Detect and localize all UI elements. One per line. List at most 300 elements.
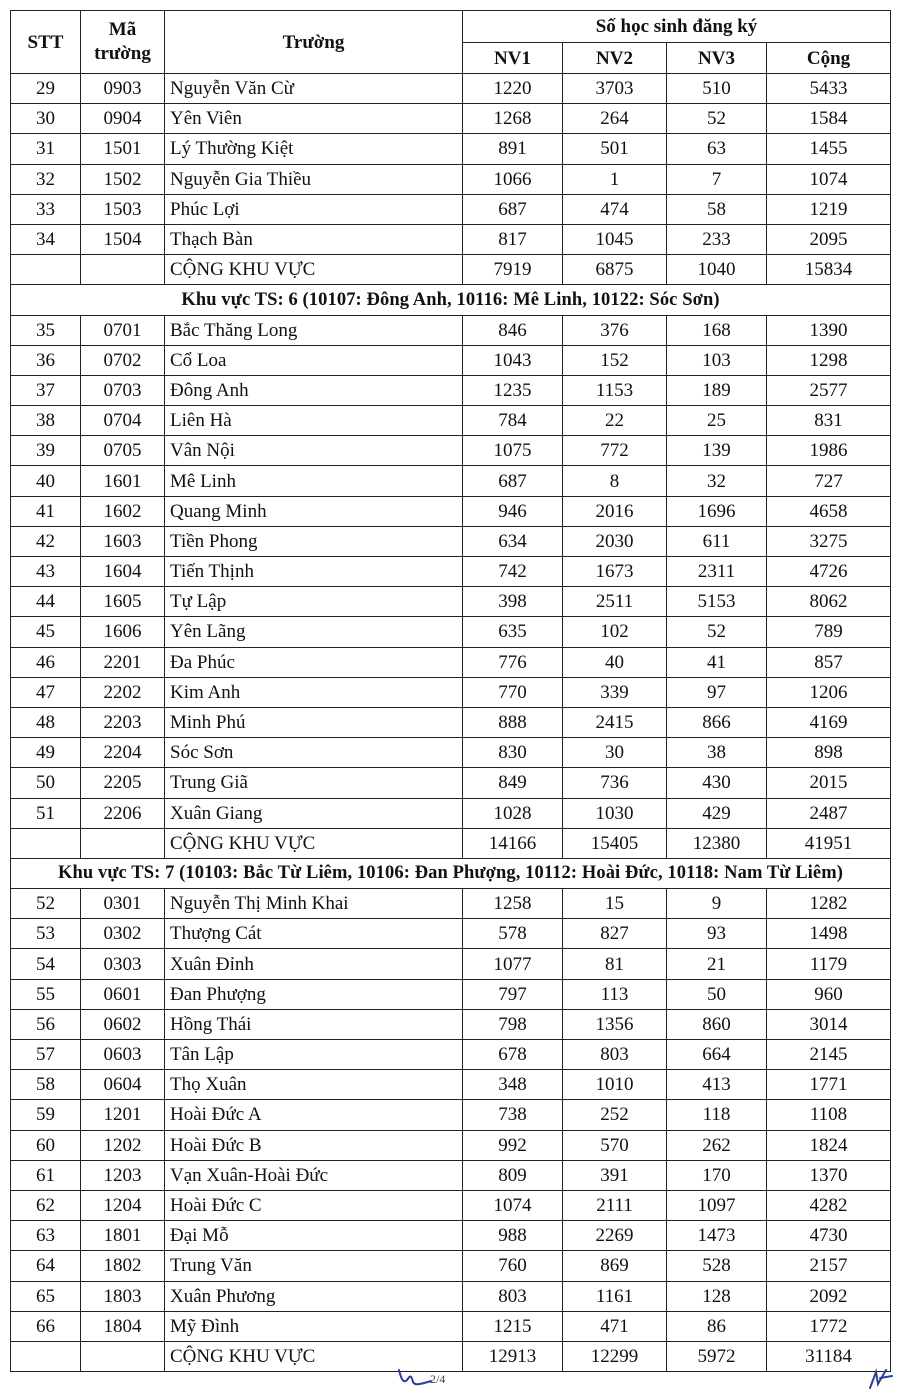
header-ma-truong-line2: trường [94,43,151,64]
cell-nv1: 891 [463,134,563,164]
cell-stt: 32 [11,164,81,194]
cell-cong: 2157 [767,1251,891,1281]
cell-ma-truong: 2204 [81,738,165,768]
page-footer [0,1366,900,1391]
cell-nv3: 528 [667,1251,767,1281]
cell-truong: Xuân Phương [165,1281,463,1311]
cell-nv2: 2511 [563,587,667,617]
cell-stt: 65 [11,1281,81,1311]
cell-nv3: 664 [667,1040,767,1070]
table-row [11,919,891,949]
cell-nv1: 770 [463,677,563,707]
cell-truong: Mỹ Đình [165,1311,463,1341]
cell-ma-truong: 0705 [81,436,165,466]
table-row [11,587,891,617]
cell-stt: 47 [11,677,81,707]
cell-nv3: 41 [667,647,767,677]
cell-nv1: 348 [463,1070,563,1100]
table-row [11,1221,891,1251]
cell-truong: Trung Văn [165,1251,463,1281]
cell-ma-truong: 0704 [81,406,165,436]
cell-stt: 57 [11,1040,81,1070]
header-nv1: NV1 [463,43,563,74]
total-nv1: 12913 [463,1341,563,1371]
table-row [11,798,891,828]
cell-nv1: 803 [463,1281,563,1311]
cell-truong: Hoài Đức A [165,1100,463,1130]
table-body [11,74,891,1372]
cell-cong: 1108 [767,1100,891,1130]
header-stt: STT [11,11,81,74]
cell-cong: 5433 [767,74,891,104]
cell-nv1: 1075 [463,436,563,466]
cell-nv3: 5153 [667,587,767,617]
cell-cong: 1179 [767,949,891,979]
cell-nv2: 1030 [563,798,667,828]
cell-cong: 960 [767,979,891,1009]
cell-nv3: 168 [667,315,767,345]
cell-nv3: 7 [667,164,767,194]
cell-nv1: 634 [463,526,563,556]
cell-nv1: 760 [463,1251,563,1281]
cell-nv1: 846 [463,315,563,345]
cell-nv3: 170 [667,1160,767,1190]
table-row [11,375,891,405]
cell-nv3: 38 [667,738,767,768]
table-row [11,1160,891,1190]
table-row [11,1070,891,1100]
table-row [11,1009,891,1039]
cell-ma-truong: 1203 [81,1160,165,1190]
cell-nv1: 992 [463,1130,563,1160]
cell-cong: 1455 [767,134,891,164]
cell-nv1: 1215 [463,1311,563,1341]
cell-nv1: 1066 [463,164,563,194]
cell-stt: 30 [11,104,81,134]
table-row [11,134,891,164]
cell-truong: Bắc Thăng Long [165,315,463,345]
cell-ma-truong: 1204 [81,1190,165,1220]
cell-cong: 2487 [767,798,891,828]
cell-truong: Tự Lập [165,587,463,617]
total-nv2: 12299 [563,1341,667,1371]
cell-truong: Sóc Sơn [165,738,463,768]
header-registration-group: Số học sinh đăng ký [463,11,891,43]
cell-truong: Kim Anh [165,677,463,707]
cell-ma-truong: 1801 [81,1221,165,1251]
total-empty-ma [81,255,165,285]
total-cong: 41951 [767,828,891,858]
cell-ma-truong: 1201 [81,1100,165,1130]
cell-nv1: 738 [463,1100,563,1130]
table-row [11,74,891,104]
total-label: CỘNG KHU VỰC [165,255,463,285]
cell-cong: 1219 [767,194,891,224]
table-row [11,617,891,647]
cell-nv1: 784 [463,406,563,436]
cell-truong: Tiền Phong [165,526,463,556]
cell-nv2: 30 [563,738,667,768]
cell-nv2: 1 [563,164,667,194]
cell-nv1: 849 [463,768,563,798]
cell-nv2: 501 [563,134,667,164]
cell-nv2: 152 [563,345,667,375]
cell-nv3: 611 [667,526,767,556]
cell-nv2: 827 [563,919,667,949]
cell-nv1: 798 [463,1009,563,1039]
cell-nv1: 797 [463,979,563,1009]
table-row [11,889,891,919]
cell-cong: 2145 [767,1040,891,1070]
cell-truong: Hoài Đức B [165,1130,463,1160]
cell-stt: 54 [11,949,81,979]
cell-nv3: 139 [667,436,767,466]
cell-nv3: 52 [667,617,767,647]
cell-nv2: 2415 [563,707,667,737]
cell-cong: 831 [767,406,891,436]
cell-nv2: 1045 [563,224,667,254]
cell-ma-truong: 0602 [81,1009,165,1039]
cell-ma-truong: 1803 [81,1281,165,1311]
cell-nv3: 413 [667,1070,767,1100]
header-cong: Cộng [767,43,891,74]
cell-truong: Lý Thường Kiệt [165,134,463,164]
total-nv2: 15405 [563,828,667,858]
cell-nv1: 1268 [463,104,563,134]
cell-nv1: 1028 [463,798,563,828]
cell-stt: 40 [11,466,81,496]
cell-truong: Trung Giã [165,768,463,798]
table-row [11,406,891,436]
header-ma-truong-line1: Mã [108,19,137,41]
table-row [11,647,891,677]
cell-truong: Tiến Thịnh [165,557,463,587]
cell-stt: 37 [11,375,81,405]
cell-nv2: 570 [563,1130,667,1160]
cell-stt: 59 [11,1100,81,1130]
initials-signature-left [395,1366,435,1391]
cell-nv3: 1097 [667,1190,767,1220]
cell-truong: Vân Nội [165,436,463,466]
cell-ma-truong: 1606 [81,617,165,647]
cell-nv3: 52 [667,104,767,134]
cell-nv3: 32 [667,466,767,496]
header-nv3: NV3 [667,43,767,74]
cell-ma-truong: 1601 [81,466,165,496]
total-nv1: 7919 [463,255,563,285]
cell-stt: 66 [11,1311,81,1341]
cell-nv2: 869 [563,1251,667,1281]
cell-ma-truong: 0603 [81,1040,165,1070]
cell-truong: Thọ Xuân [165,1070,463,1100]
table-row [11,768,891,798]
cell-nv1: 1235 [463,375,563,405]
table-row [11,949,891,979]
cell-stt: 38 [11,406,81,436]
cell-nv3: 9 [667,889,767,919]
cell-cong: 1584 [767,104,891,134]
cell-cong: 1986 [767,436,891,466]
cell-truong: Cổ Loa [165,345,463,375]
table-row [11,677,891,707]
cell-nv2: 102 [563,617,667,647]
cell-nv3: 50 [667,979,767,1009]
cell-ma-truong: 1502 [81,164,165,194]
cell-nv3: 262 [667,1130,767,1160]
cell-stt: 48 [11,707,81,737]
cell-nv3: 233 [667,224,767,254]
cell-truong: Minh Phú [165,707,463,737]
cell-stt: 39 [11,436,81,466]
cell-nv1: 1077 [463,949,563,979]
cell-stt: 58 [11,1070,81,1100]
cell-nv1: 1258 [463,889,563,919]
total-nv3: 5972 [667,1341,767,1371]
cell-truong: Tân Lập [165,1040,463,1070]
cell-ma-truong: 1504 [81,224,165,254]
cell-stt: 46 [11,647,81,677]
cell-nv3: 118 [667,1100,767,1130]
cell-truong: Vạn Xuân-Hoài Đức [165,1160,463,1190]
table-row [11,1100,891,1130]
cell-nv1: 809 [463,1160,563,1190]
cell-cong: 2095 [767,224,891,254]
cell-cong: 898 [767,738,891,768]
table-row [11,194,891,224]
cell-truong: Hồng Thái [165,1009,463,1039]
cell-nv1: 578 [463,919,563,949]
cell-nv2: 474 [563,194,667,224]
header-truong: Trường [165,11,463,74]
cell-stt: 53 [11,919,81,949]
cell-stt: 60 [11,1130,81,1160]
cell-nv3: 2311 [667,557,767,587]
cell-cong: 1390 [767,315,891,345]
table-row [11,979,891,1009]
cell-nv2: 2111 [563,1190,667,1220]
cell-nv2: 376 [563,315,667,345]
cell-ma-truong: 0601 [81,979,165,1009]
cell-nv3: 21 [667,949,767,979]
cell-nv2: 2016 [563,496,667,526]
table-row [11,1130,891,1160]
table-row [11,466,891,496]
table-row [11,1251,891,1281]
section-title: Khu vực TS: 7 (10103: Bắc Từ Liêm, 10106: Đan Phượng, 10112: Hoài Đức, 10118: Nam Từ Liêm) [11,858,891,888]
cell-cong: 727 [767,466,891,496]
cell-stt: 52 [11,889,81,919]
cell-stt: 64 [11,1251,81,1281]
cell-truong: Xuân Đỉnh [165,949,463,979]
cell-cong: 1074 [767,164,891,194]
cell-stt: 45 [11,617,81,647]
cell-truong: Mê Linh [165,466,463,496]
cell-ma-truong: 0703 [81,375,165,405]
cell-truong: Yên Lãng [165,617,463,647]
table-row [11,707,891,737]
total-label: CỘNG KHU VỰC [165,1341,463,1371]
cell-nv1: 687 [463,194,563,224]
cell-ma-truong: 2206 [81,798,165,828]
cell-nv1: 1043 [463,345,563,375]
cell-cong: 2577 [767,375,891,405]
cell-nv3: 429 [667,798,767,828]
cell-cong: 1498 [767,919,891,949]
cell-nv3: 128 [667,1281,767,1311]
cell-nv2: 1153 [563,375,667,405]
cell-cong: 857 [767,647,891,677]
cell-nv2: 113 [563,979,667,1009]
cell-truong: Nguyễn Văn Cừ [165,74,463,104]
cell-nv3: 1696 [667,496,767,526]
total-label: CỘNG KHU VỰC [165,828,463,858]
table-row [11,104,891,134]
cell-nv2: 772 [563,436,667,466]
cell-cong: 4282 [767,1190,891,1220]
header-ma-truong [81,11,165,74]
cell-nv3: 63 [667,134,767,164]
cell-nv1: 830 [463,738,563,768]
cell-cong: 789 [767,617,891,647]
total-nv2: 6875 [563,255,667,285]
total-nv3: 12380 [667,828,767,858]
cell-cong: 4169 [767,707,891,737]
cell-ma-truong: 0904 [81,104,165,134]
cell-stt: 61 [11,1160,81,1190]
cell-nv3: 430 [667,768,767,798]
cell-truong: Thạch Bàn [165,224,463,254]
cell-cong: 1282 [767,889,891,919]
cell-nv2: 22 [563,406,667,436]
cell-ma-truong: 1503 [81,194,165,224]
cell-truong: Đan Phượng [165,979,463,1009]
cell-nv2: 1010 [563,1070,667,1100]
cell-ma-truong: 0702 [81,345,165,375]
cell-nv2: 8 [563,466,667,496]
cell-nv2: 2030 [563,526,667,556]
total-cong: 31184 [767,1341,891,1371]
cell-nv1: 776 [463,647,563,677]
cell-ma-truong: 0302 [81,919,165,949]
cell-nv1: 988 [463,1221,563,1251]
cell-nv3: 25 [667,406,767,436]
total-nv3: 1040 [667,255,767,285]
table-row [11,738,891,768]
total-empty-stt [11,255,81,285]
cell-nv1: 1074 [463,1190,563,1220]
cell-cong: 1824 [767,1130,891,1160]
total-row [11,828,891,858]
table-row [11,315,891,345]
cell-nv2: 264 [563,104,667,134]
cell-nv2: 252 [563,1100,667,1130]
cell-nv1: 1220 [463,74,563,104]
cell-ma-truong: 1602 [81,496,165,526]
table-row [11,224,891,254]
page-number: 2/4 [430,1372,446,1386]
cell-stt: 35 [11,315,81,345]
cell-nv2: 471 [563,1311,667,1341]
cell-cong: 1771 [767,1070,891,1100]
cell-ma-truong: 1501 [81,134,165,164]
cell-nv3: 103 [667,345,767,375]
cell-nv1: 946 [463,496,563,526]
cell-nv1: 398 [463,587,563,617]
table-row [11,164,891,194]
cell-stt: 43 [11,557,81,587]
table-row [11,1040,891,1070]
cell-truong: Liên Hà [165,406,463,436]
cell-cong: 4730 [767,1221,891,1251]
cell-nv3: 860 [667,1009,767,1039]
cell-nv1: 888 [463,707,563,737]
cell-ma-truong: 0701 [81,315,165,345]
table-row [11,1281,891,1311]
cell-ma-truong: 2203 [81,707,165,737]
cell-truong: Phúc Lợi [165,194,463,224]
enrollment-table [10,10,891,1372]
table-row [11,526,891,556]
cell-stt: 29 [11,74,81,104]
cell-ma-truong: 0903 [81,74,165,104]
cell-nv3: 1473 [667,1221,767,1251]
cell-nv2: 40 [563,647,667,677]
cell-ma-truong: 2205 [81,768,165,798]
cell-nv1: 817 [463,224,563,254]
cell-nv2: 2269 [563,1221,667,1251]
cell-cong: 3275 [767,526,891,556]
cell-nv2: 15 [563,889,667,919]
cell-nv2: 339 [563,677,667,707]
cell-nv2: 3703 [563,74,667,104]
table-row [11,345,891,375]
total-row [11,255,891,285]
cell-nv2: 391 [563,1160,667,1190]
cell-ma-truong: 1804 [81,1311,165,1341]
cell-stt: 31 [11,134,81,164]
table-row [11,436,891,466]
total-empty-stt [11,828,81,858]
cell-cong: 4658 [767,496,891,526]
cell-stt: 56 [11,1009,81,1039]
cell-nv2: 1673 [563,557,667,587]
cell-truong: Đại Mỗ [165,1221,463,1251]
cell-stt: 49 [11,738,81,768]
enrollment-table-page [10,10,890,1372]
cell-nv3: 866 [667,707,767,737]
cell-nv2: 803 [563,1040,667,1070]
cell-ma-truong: 0301 [81,889,165,919]
total-empty-ma [81,828,165,858]
cell-stt: 63 [11,1221,81,1251]
cell-ma-truong: 2201 [81,647,165,677]
cell-truong: Nguyễn Thị Minh Khai [165,889,463,919]
cell-cong: 1772 [767,1311,891,1341]
cell-ma-truong: 1603 [81,526,165,556]
section-title: Khu vực TS: 6 (10107: Đông Anh, 10116: Mê Linh, 10122: Sóc Sơn) [11,285,891,315]
table-row [11,557,891,587]
cell-truong: Hoài Đức C [165,1190,463,1220]
section-title-row [11,285,891,315]
cell-nv2: 81 [563,949,667,979]
cell-nv1: 687 [463,466,563,496]
cell-cong: 1370 [767,1160,891,1190]
total-cong: 15834 [767,255,891,285]
cell-nv3: 189 [667,375,767,405]
cell-ma-truong: 1802 [81,1251,165,1281]
cell-nv3: 58 [667,194,767,224]
cell-nv1: 678 [463,1040,563,1070]
